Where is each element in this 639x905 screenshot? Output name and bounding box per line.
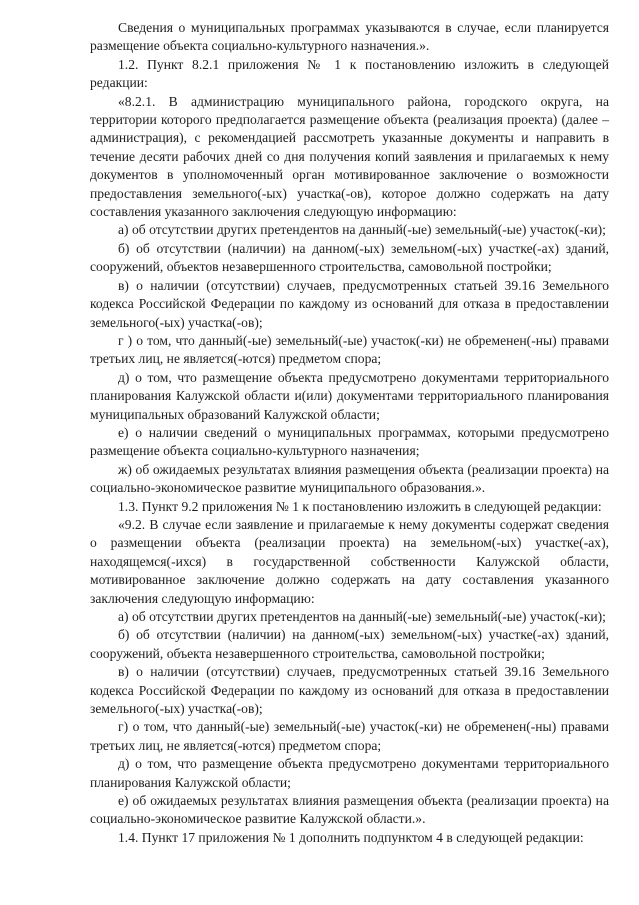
- paragraph: 1.3. Пункт 9.2 приложения № 1 к постановлению изложить в следующей редакции:: [118, 498, 602, 514]
- paragraph: Сведения о муниципальных программах указываются в случае, если планируется размещение объекта социально-культурного назначения.».: [90, 20, 609, 54]
- paragraph: а) об отсутствии других претендентов на данный(-ые) земельный(-ые) участок(-ки);: [118, 222, 606, 238]
- paragraph: «9.2. В случае если заявление и прилагаемые к нему документы содержат сведения о размещении объекта (реализации проекта) на земельном(-ых) участке(-ах), находящемся(-ихся) в государственной собственности Калужской области, мотивированное заключение должно содержать на дату составления указанного заключения следующую информацию:: [90, 516, 609, 606]
- paragraph: в) о наличии (отсутствии) случаев, предусмотренных статьей 39.16 Земельного кодекса Российской Федерации по каждому из оснований для отказа в предоставлении земельного(-ых) участка(-ов);: [90, 664, 609, 717]
- paragraph: 1.2. Пункт 8.2.1 приложения № 1 к постановлению изложить в следующей редакции:: [90, 56, 609, 91]
- paragraph: д) о том, что размещение объекта предусмотрено документами территориального планирования Калужской области;: [90, 756, 609, 790]
- paragraph: ж) об ожидаемых результатах влияния размещения объекта (реализации проекта) на социально-экономическое развитие муниципального образования.».: [90, 461, 609, 496]
- paragraph: а) об отсутствии других претендентов на данный(-ые) земельный(-ые) участок(-ки);: [118, 609, 606, 624]
- paragraph: б) об отсутствии (наличии) на данном(-ых) земельном(-ых) участке(-ах) зданий, сооружений, объекта незавершенного строительства, самовольной постройки;: [90, 627, 609, 661]
- paragraph: «8.2.1. В администрацию муниципального района, городского округа, на территории которого предполагается размещение объекта (реализация проекта) (далее – администрация), с рекомендацией рассмотреть указанные документы и направить в течение десяти рабочих дней со дня получения копий заявления и прилагаемых к нему документов в уполномоченный орган мотивированное заключение о возможности предоставления земельного(-ых) участка(-ов), которое должно содержать на дату составления указанного заключения следующую информацию:: [90, 93, 609, 220]
- paragraph: е) о наличии сведений о муниципальных программах, которыми предусмотрено размещение объекта социально-культурного назначения;: [90, 424, 609, 459]
- paragraph: е) об ожидаемых результатах влияния размещения объекта (реализации проекта) на социально-экономическое развитие Калужской области.».: [90, 793, 609, 827]
- paragraph: в) о наличии (отсутствии) случаев, предусмотренных статьей 39.16 Земельного кодекса Российской Федерации по каждому из оснований для отказа в предоставлении земельного(-ых) участка(-ов);: [90, 277, 609, 330]
- paragraph: г) о том, что данный(-ые) земельный(-ые) участок(-ки) не обременен(-ны) правами третьих лиц, не является(-ются) предметом спора;: [90, 719, 609, 753]
- paragraph: 1.4. Пункт 17 приложения № 1 дополнить подпунктом 4 в следующей редакции:: [118, 829, 584, 845]
- paragraph: б) об отсутствии (наличии) на данном(-ых) земельном(-ых) участке(-ах) зданий, сооружений, объектов незавершенного строительства, самовольной постройки;: [90, 240, 609, 275]
- paragraph: г ) о том, что данный(-ые) земельный(-ые) участок(-ки) не обременен(-ны) правами третьих лиц, не является(-ются) предметом спора;: [90, 332, 609, 367]
- paragraph: д) о том, что размещение объекта предусмотрено документами территориального планирования Калужской области и(или) документами территориального планирования муниципальных образований Калужской области;: [90, 369, 609, 422]
